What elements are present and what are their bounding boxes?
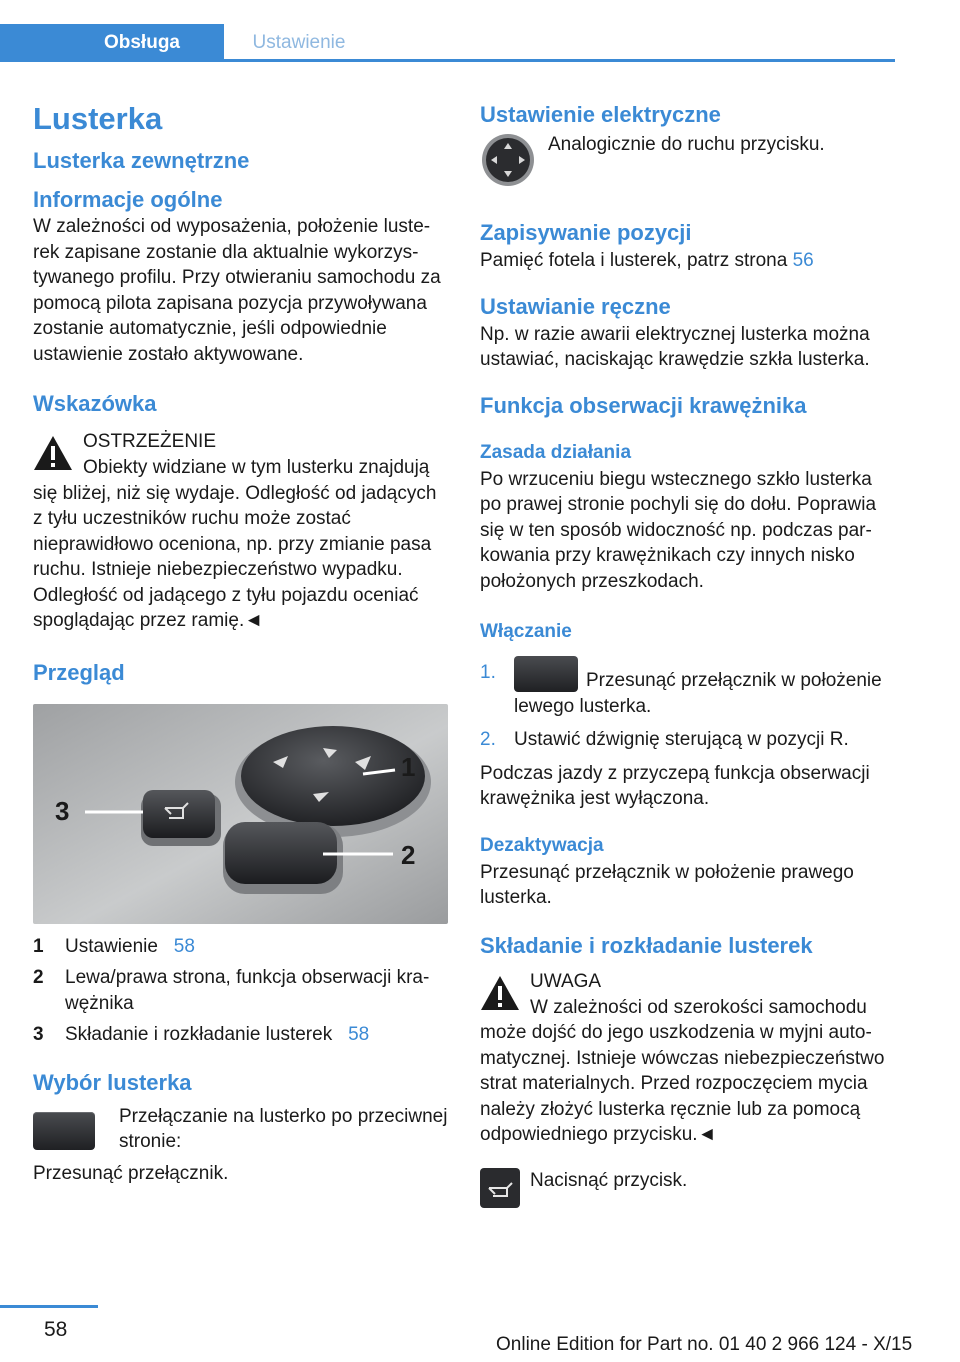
mirror-control-photo <box>33 704 448 924</box>
manual-adjust-text: Np. w razie awarii elektrycznej lusterka można ustawiać, naciskając krawędzie szkła lusterka. <box>480 323 870 370</box>
heading-enable: Włączanie <box>480 621 572 642</box>
warning-triangle-icon <box>33 435 73 471</box>
heading-curb-function: Funkcja obserwacji krawężnika <box>480 392 807 418</box>
mirror-select-text: Przełączanie na lusterko po przeciwnej stronie: <box>119 1105 448 1152</box>
heading-mirror-selection: Wybór lusterka <box>33 1069 192 1095</box>
heading-principle: Zasada działania <box>480 441 632 463</box>
press-button-text: Nacisnąć przycisk. <box>530 1169 688 1191</box>
save-position-label: Pamięć fotela i lusterek, patrz strona <box>480 250 788 271</box>
overview-legend <box>33 934 449 1048</box>
step-number: 2. <box>480 729 496 750</box>
electric-adjust-row <box>480 132 896 188</box>
heading-overview: Przegląd <box>33 659 125 685</box>
heading-disable: Dezaktywacja <box>480 834 604 856</box>
photo-label-1: 1 <box>401 751 416 782</box>
legend-page-link[interactable]: 58 <box>348 1024 370 1045</box>
photo-label-3: 3 <box>55 795 70 826</box>
legend-item <box>33 1022 449 1048</box>
heading-manual-adjust: Ustawianie ręczne <box>480 293 671 319</box>
save-position-page-link[interactable]: 56 <box>792 250 814 271</box>
legend-text: Składanie i rozkładanie lusterek <box>65 1024 333 1045</box>
mirror-select-action: Przesunąć przełącznik. <box>33 1162 229 1184</box>
step-item <box>480 727 896 753</box>
photo-label-2: 2 <box>401 839 416 870</box>
warning-title: OSTRZEŻENIE <box>83 431 217 452</box>
legend-number: 3 <box>33 1024 44 1045</box>
heading-save-position: Zapisywanie pozycji <box>480 220 692 245</box>
caution-title: UWAGA <box>530 970 602 992</box>
step-text: Przesunąć przełącznik w położenie lewego lusterka. <box>514 670 882 717</box>
warning-box <box>33 429 449 634</box>
section-heading-external-mirrors: Lusterka zewnętrzne <box>33 148 250 173</box>
heading-electric-adjust: Ustawienie elektryczne <box>480 102 721 127</box>
mirror-select-row <box>33 1104 449 1155</box>
legend-number: 1 <box>33 935 44 957</box>
principle-text: Po wrzuceniu biegu wstecznego szkło lusterka po prawej stronie pochyli się do dołu. Poprawia się w ten sposób widoczność np. podczas parkowania przy krawężnikach czy innych nisko położonych przeszkodach. <box>480 468 877 592</box>
caution-text: może dojść do jego uszkodzenia w myjni automatycznej. Istnieje wówczas niebezpieczeństwo strat materialnych. Przed rozpoczęciem mycia należy złożyć lusterka ręcznie lub za pomocą odpowiedniego przycisku.◄ <box>480 1022 885 1145</box>
caution-text-first-line: W zależności od szerokości samochodu <box>530 996 867 1018</box>
legend-number: 2 <box>33 967 44 988</box>
page-number: 58 <box>44 1318 68 1341</box>
mirror-joystick-icon <box>480 132 536 188</box>
warning-text: się bliżej, niż się wydaje. Odległość od jadących z tyłu uczestników ruchu może zostać nieprawidłowo oceniona, np. przy zmianie pasa ruchu. Istnieje niebezpieczeństwo wypadku. Odległość od jadącego z tyłu pojazdu oceniać spoglądając przez ramię.◄ <box>33 482 437 631</box>
step-number: 1. <box>480 662 496 683</box>
legend-page-link[interactable]: 58 <box>173 935 195 957</box>
disable-text: Przesunąć przełącznik w położenie prawego lusterka. <box>480 861 854 908</box>
step-text: Ustawić dźwignię sterującą w pozycji R. <box>514 729 849 750</box>
edition-text: Online Edition for Part no. 01 40 2 966 124 - X/15 <box>496 1334 913 1355</box>
trailer-text: Podczas jazdy z przyczepą funkcja obserwacji krawężnika jest wyłączona. <box>480 762 870 809</box>
heading-hint: Wskazówka <box>33 391 157 416</box>
header-tabbar <box>0 0 895 62</box>
mirror-switch-icon <box>514 656 578 692</box>
footer-line <box>0 1305 98 1308</box>
heading-folding: Składanie i rozkładanie lusterek <box>480 932 813 958</box>
tab-obsluga[interactable]: Obsługa <box>0 24 224 62</box>
tab-ustawienie[interactable]: Ustawienie <box>252 32 346 53</box>
legend-item <box>33 934 449 960</box>
general-info-text: W zależności od wyposażenia, położenie lusterek zapisane zostanie dla aktualnie wykorzystywanego profilu. Przy otwieraniu samochodu za pomocą pilota zapisana pozycja przywoływana zostanie automatycznie, jeśli odpowiednie ustawienie zostało aktywowane. <box>33 216 441 365</box>
page-title: Lusterka <box>33 101 163 136</box>
legend-text: Lewa/prawa strona, funkcja obserwacji krawężnika <box>65 967 430 1014</box>
mirror-switch-icon <box>33 1112 95 1150</box>
left-column <box>33 96 449 1186</box>
step-item <box>480 656 896 719</box>
legend-text: Ustawienie <box>65 935 158 957</box>
warning-text-first-line: Obiekty widziane w tym lusterku znajdują <box>83 457 430 478</box>
electric-adjust-text: Analogicznie do ruchu przycisku. <box>548 134 825 155</box>
right-column <box>480 96 896 1208</box>
fold-mirror-button-icon <box>480 1168 520 1208</box>
warning-triangle-icon <box>480 975 520 1011</box>
heading-general-info: Informacje ogólne <box>33 187 223 212</box>
legend-item <box>33 965 449 1016</box>
fold-button-row <box>480 1168 896 1208</box>
caution-box <box>480 969 896 1148</box>
save-position-text <box>480 248 896 274</box>
